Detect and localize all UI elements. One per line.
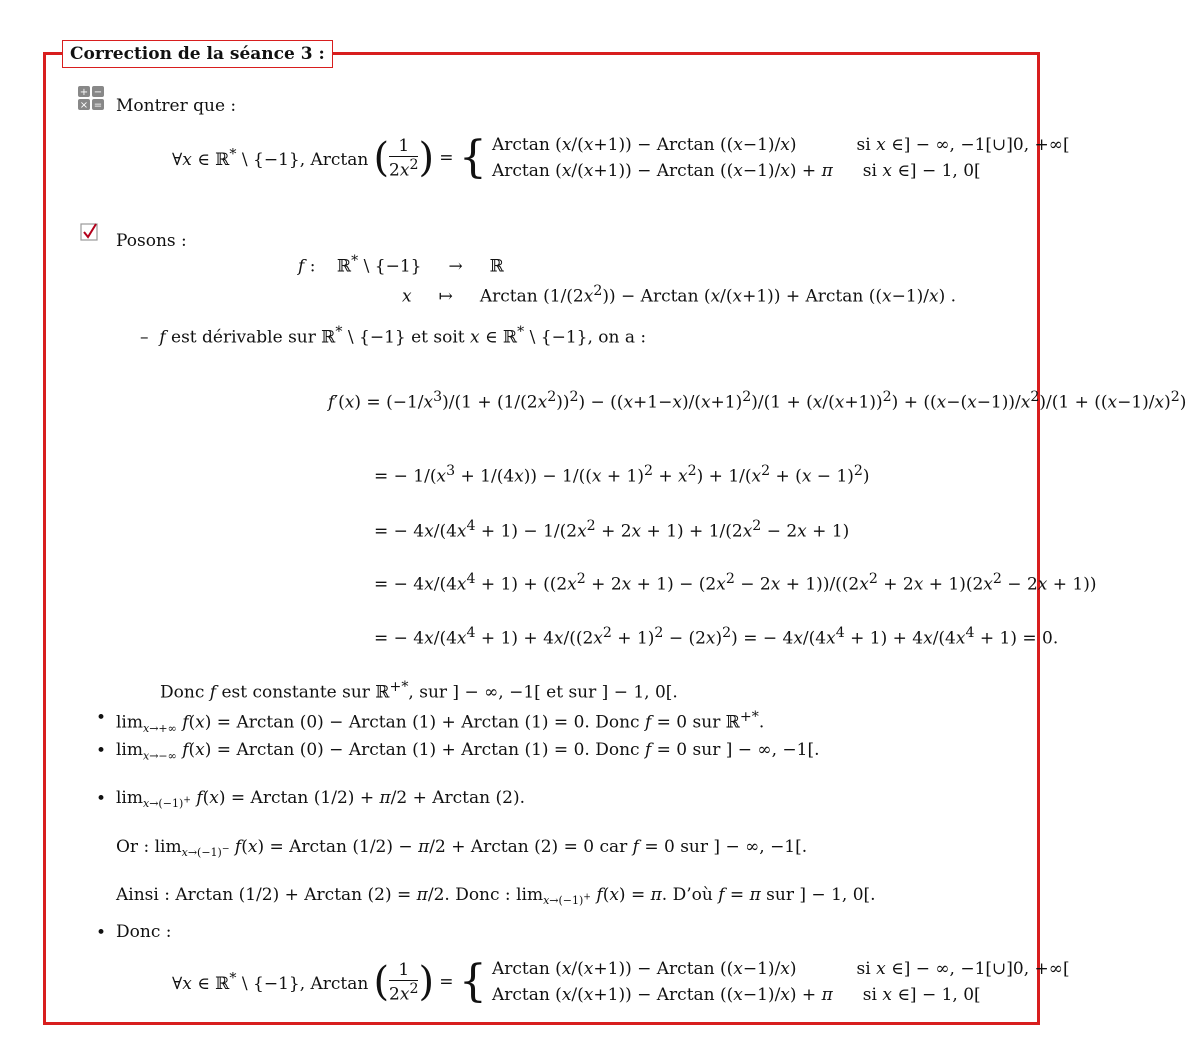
- final-formula: ∀x ∈ ℝ* \ {−1}, Arctan ( $\frac{1}{2x^2}$ ) = { Arctan (x/(x+1)) − Arctan ((x−1)/x) si x ∈] − ∞, −1[∪]0, +∞[ Arctan (x/(x+1)) − Arctan ((x−1)/x) + π si x ∈] − 1, 0[: [172, 956, 1070, 1007]
- constante-text: Donc f est constante sur ℝ+*, sur ] − ∞, −1[ et sur ] − 1, 0[.: [160, 679, 678, 703]
- calculator-icon: [78, 86, 104, 110]
- bullet-3-ainsi: Ainsi : Arctan (1/2) + Arctan (2) = π/2. Donc : $\lim_{x\to(-1)^+} f(x) = \pi$. D’où f = π sur ] − 1, 0[.: [116, 885, 876, 908]
- posons-text: Posons :: [116, 231, 187, 251]
- bullet-1: $\lim_{x\to+\infty} f(x) = Arctan$ (0) − Arctan (1) + Arctan (1) = 0. Donc f = 0 sur ℝ+*.: [116, 709, 765, 736]
- bullet-dot: •: [96, 708, 107, 728]
- fprime-line3: = − $4x/(4x^4 + 1) - 1/(2x^2 + 2x + 1) + 1/(2x^2 - 2x + 1)$: [374, 518, 850, 542]
- fprime-line4: = − $4x/(4x^4 + 1) + ((2x^2 + 2x + 1) - (2x^2 - 2x + 1))/((2x^2 + 2x + 1)(2x^2 - 2x + 1))$: [374, 571, 1097, 595]
- frame-title: Correction de la séance 3 :: [62, 40, 333, 68]
- bullet-3-or: Or : $\lim_{x\to(-1)^-} f(x) = Arctan$ (1/2) − π/2 + Arctan (2) = 0 car f = 0 sur ] − ∞, −1[.: [116, 837, 808, 860]
- bullet-dot: •: [96, 741, 107, 761]
- case2-label: Arctan (x/(x+1)) − Arctan ((x−1)/x) + π: [491, 161, 833, 181]
- statement-formula: ∀x ∈ ℝ* \ {−1}, Arctan ( $\frac{1}{2x^2}$ ) = { Arctan (x/(x+1)) − Arctan ((x−1)/x) si x ∈] − ∞, −1[∪]0, +∞[ Arctan (x/(x+1)) − Arctan ((x−1)/x) + π si x ∈] − 1, 0[: [172, 132, 1070, 183]
- bullet-3: $\lim_{x\to(-1)^+} f(x) = Arctan$ (1/2) + π/2 + Arctan (2).: [116, 788, 525, 811]
- fprime-line5: = − $4x/(4x^4 + 1) + 4x/((2x^2 + 1)^2 - (2x)^2)$ = − $4x/(4x^4 + 1) + 4x/(4x^4 + 1) = 0$.: [374, 625, 1059, 649]
- f-definition-2: x ↦ Arctan $(1/(2x^2)) - Arctan$ (x/(x+1)) + Arctan ((x−1)/x) .: [402, 283, 957, 307]
- case2-cond: si x ∈] − 1, 0[: [862, 161, 981, 181]
- bullet-4: Donc :: [116, 922, 172, 942]
- fprime-line1: $f'(x) = (-1/x^3)/(1 + (1/(2x^2))^2) - ((x+1-x)/(x+1)^2)/(1 + (x/(x+1))^2) + ((x-(x-1))/x^2)/(1 + ((x-1)/x)^2)$: [328, 389, 1186, 413]
- f-definition-1: f : ℝ* \ {−1} → ℝ: [298, 253, 504, 277]
- fprime-line2: = − $1/(x^3 + 1/(4x)) - 1/((x + 1)^2 + x^2) + 1/(x^2 + (x - 1)^2)$: [374, 463, 870, 487]
- bullet-dot: •: [96, 923, 107, 943]
- case1-cond: si x ∈] − ∞, −1[∪]0, +∞[: [856, 135, 1070, 155]
- svg-text:−: −: [93, 87, 103, 98]
- intro-text: Montrer que :: [116, 96, 237, 116]
- svg-text:×: ×: [79, 100, 89, 111]
- svg-text:=: =: [93, 100, 103, 111]
- bullet-2: $\lim_{x\to-\infty} f(x) = Arctan$ (0) − Arctan (1) + Arctan (1) = 0. Donc f = 0 sur ] − ∞, −1[.: [116, 740, 820, 763]
- checkbox-checked-icon: [80, 222, 100, 242]
- derivable-text: – f est dérivable sur ℝ* \ {−1} et soit x ∈ ℝ* \ {−1}, on a :: [140, 324, 647, 348]
- case1-label: Arctan (x/(x+1)) − Arctan ((x−1)/x): [491, 135, 797, 155]
- bullet-dot: •: [96, 789, 107, 809]
- svg-text:+: +: [79, 87, 89, 98]
